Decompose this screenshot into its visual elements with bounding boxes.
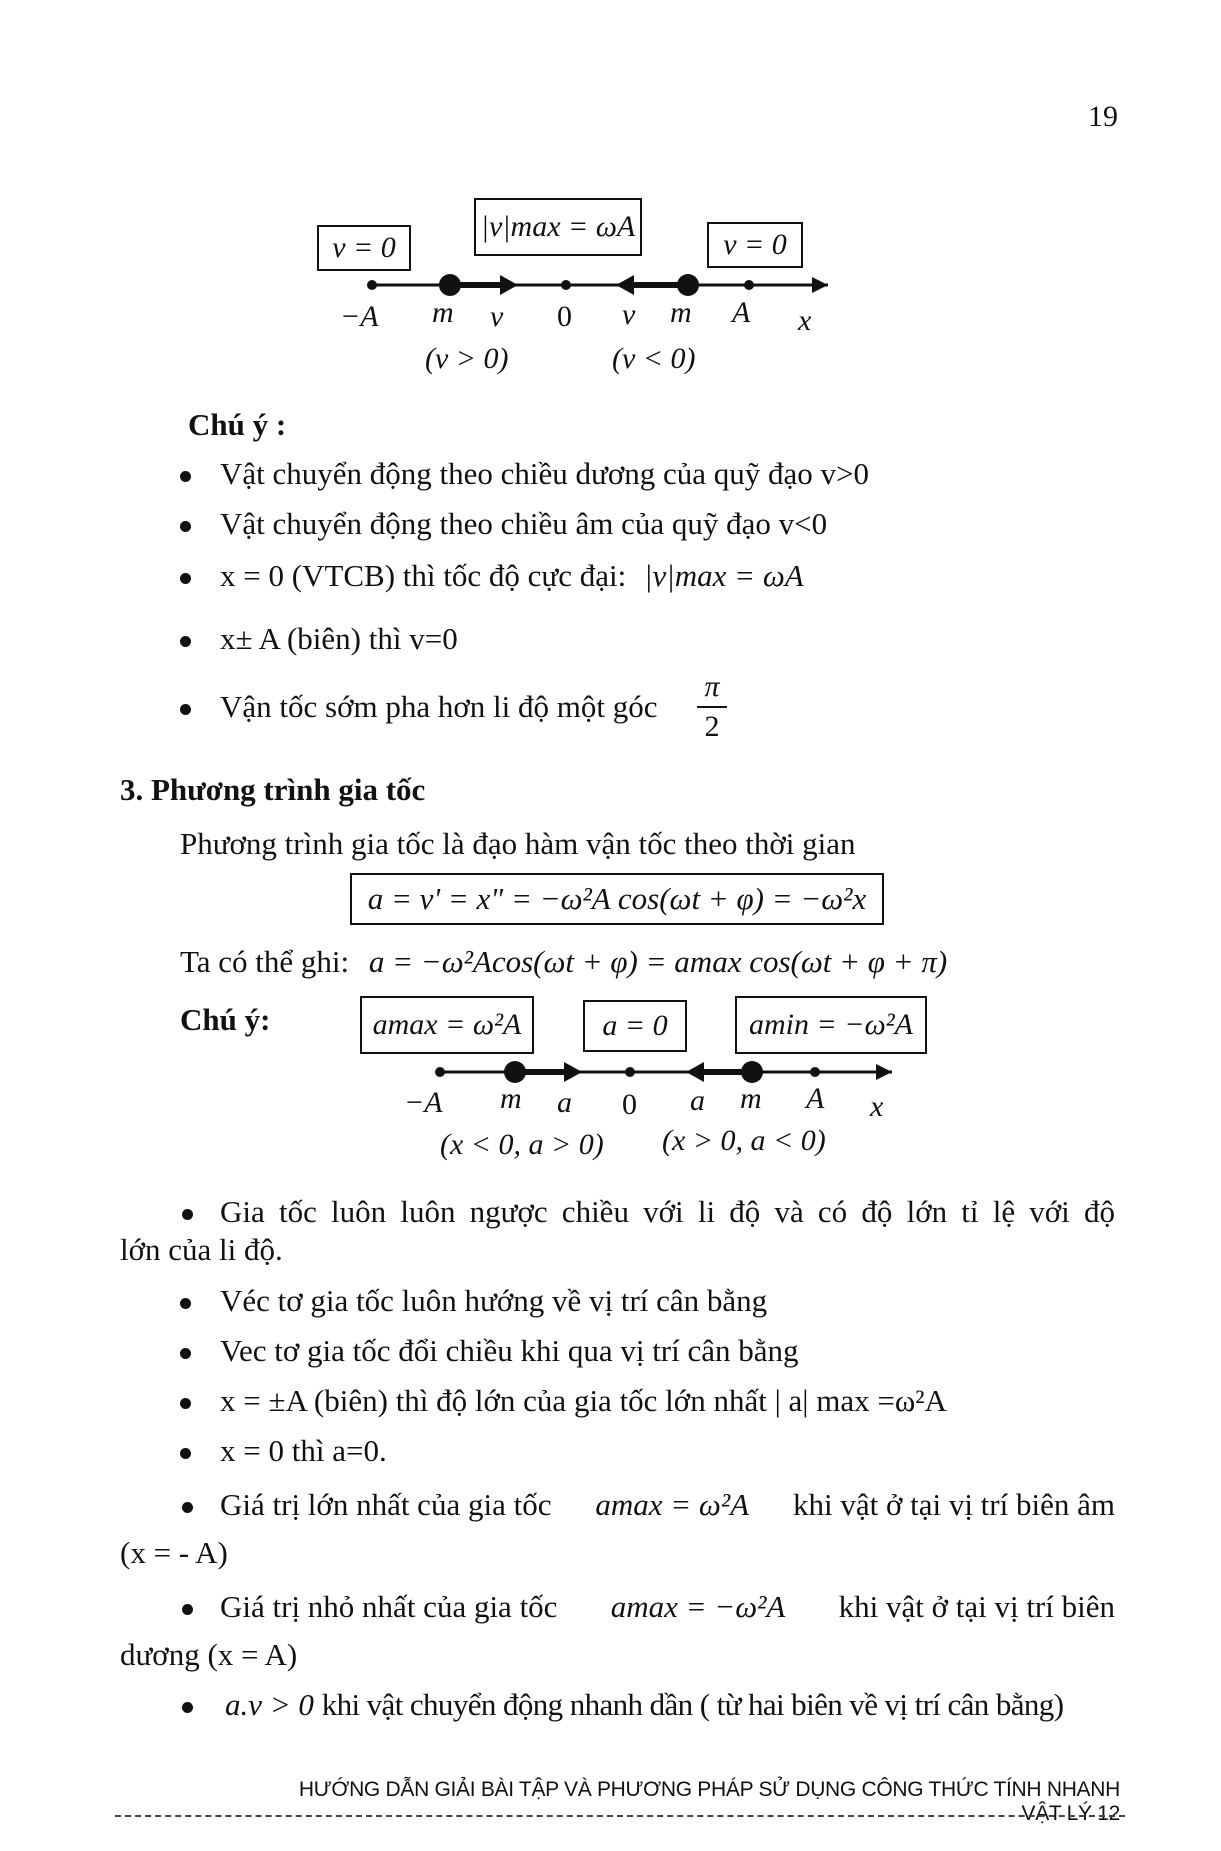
note2-item-2: Véc tơ gia tốc luôn hướng về vị trí cân bằng	[220, 1283, 768, 1318]
note1-item-4: x± A (biên) thì v=0	[220, 621, 458, 656]
bullet	[182, 1702, 193, 1713]
formula-vmax: |v|max = ωA	[643, 558, 804, 593]
label-minus-a: −A	[404, 1086, 443, 1119]
label-v-right: v⃗	[622, 298, 659, 331]
bullet	[180, 521, 191, 532]
note2-item-8: a.v > 0 khi vật chuyển động nhanh dần ( từ hai biên về vị trí cân bằng)	[225, 1687, 1064, 1722]
x-axis-arrowhead	[876, 1064, 892, 1080]
formula-amax: amax = ω²A	[595, 1487, 750, 1522]
cond-x-negative: (x < 0, a > 0)	[440, 1128, 604, 1161]
note2-item-5: x = 0 thì a=0.	[220, 1433, 387, 1468]
bullet	[182, 1209, 193, 1220]
box-vmax: |v|max = ωA	[474, 198, 642, 256]
point-minus-a	[435, 1067, 445, 1077]
note2-item-4: x = ±A (biên) thì độ lớn của gia tốc lớn nhất | a| max =ω²A	[220, 1383, 947, 1418]
note2-label: Chú ý:	[180, 1002, 271, 1037]
note2-item-7-line1: Giá trị nhỏ nhất của gia tốc amax = −ω²A khi vật ở tại vị trí biên	[220, 1587, 1115, 1627]
formula-line: Ta có thể ghi: a = −ω²Acos(ωt + φ) = amax cos(ωt + φ + π)	[180, 944, 948, 979]
page-number: 19	[1088, 100, 1118, 133]
label-a: A	[732, 296, 751, 329]
label-zero: 0	[557, 300, 572, 333]
box-amin: amin = −ω²A	[735, 996, 927, 1054]
note2-item-3: Vec tơ gia tốc đổi chiều khi qua vị trí cân bằng	[220, 1333, 799, 1368]
note1-item-2: Vật chuyển động theo chiều âm của quỹ đạo v<0	[220, 506, 828, 541]
label-a: A	[806, 1082, 825, 1115]
bullet	[180, 1298, 191, 1309]
box-v-zero-left: v = 0	[317, 225, 411, 271]
velocity-arrow-right	[500, 275, 518, 295]
bullet	[182, 1502, 193, 1513]
boxed-acceleration-formula: a = v' = x" = −ω²A cos(ωt + φ) = −ω²x	[350, 873, 884, 925]
bullet	[180, 636, 191, 647]
box-v-zero-right: v = 0	[707, 222, 803, 268]
label-m-right: m	[740, 1082, 762, 1115]
footer-divider	[115, 1815, 1125, 1817]
mass-left	[504, 1061, 526, 1083]
note1-title: Chú ý :	[188, 407, 287, 442]
bullet	[180, 573, 191, 584]
section3-heading: 3. Phương trình gia tốc	[120, 772, 426, 807]
label-x-axis: x	[870, 1090, 884, 1123]
point-origin	[625, 1067, 635, 1077]
label-v-left: v⃗	[490, 300, 527, 333]
velocity-arrow-left	[616, 275, 634, 295]
cond-x-positive: (x > 0, a < 0)	[662, 1124, 826, 1157]
mass-left	[439, 274, 461, 296]
bullet	[182, 1604, 193, 1615]
point-origin	[561, 280, 571, 290]
point-plus-a	[744, 280, 754, 290]
note2-p1-line1: Gia tốc luôn luôn ngược chiều với li độ và có độ lớn tỉ lệ với độ	[220, 1194, 1115, 1229]
x-axis-arrowhead	[812, 277, 828, 293]
note2-item-6-line2: (x = - A)	[120, 1535, 228, 1570]
box-a-zero: a = 0	[583, 1000, 687, 1052]
fraction-pi-over-2: π 2	[697, 670, 727, 744]
cond-v-negative: (v < 0)	[612, 342, 696, 375]
formula-acceleration-alt: a = −ω²Acos(ωt + φ) = amax cos(ωt + φ + π)	[368, 944, 948, 979]
bullet	[180, 471, 191, 482]
label-a-right: a⃗	[690, 1084, 729, 1117]
bullet	[180, 1348, 191, 1359]
label-m-right: m	[670, 296, 692, 329]
section3-intro: Phương trình gia tốc là đạo hàm vận tốc theo thời gian	[180, 826, 856, 861]
label-a-left: a⃗	[557, 1086, 596, 1119]
mass-right	[677, 274, 699, 296]
cond-v-positive: (v > 0)	[425, 342, 509, 375]
bullet	[180, 704, 191, 715]
mass-right	[741, 1061, 763, 1083]
note2-item-6-line1: Giá trị lớn nhất của gia tốc amax = ω²A khi vật ở tại vị trí biên âm	[220, 1485, 1115, 1525]
bullet	[180, 1448, 191, 1459]
note2-p1-line2: lớn của li độ.	[120, 1232, 283, 1267]
point-minus-a	[367, 280, 377, 290]
note1-item-3: x = 0 (VTCB) thì tốc độ cực đại: |v|max = ωA	[220, 558, 804, 593]
bullet	[180, 1398, 191, 1409]
label-zero: 0	[622, 1088, 637, 1121]
formula-av-positive: a.v > 0	[225, 1687, 314, 1722]
label-m-left: m	[500, 1082, 522, 1115]
note1-item-5: Vận tốc sớm pha hơn li độ một góc	[220, 689, 658, 724]
label-minus-a: −A	[340, 300, 379, 333]
formula-amin: amax = −ω²A	[610, 1589, 786, 1624]
note1-item-1: Vật chuyển động theo chiều dương của quỹ đạo v>0	[220, 456, 869, 491]
note2-item-7-line2: dương (x = A)	[120, 1637, 298, 1672]
box-amax: amax = ω²A	[360, 996, 534, 1054]
acceleration-arrow-left	[686, 1062, 704, 1082]
point-plus-a	[810, 1067, 820, 1077]
page-footer: HƯỚNG DẪN GIẢI BÀI TẬP VÀ PHƯƠNG PHÁP SỬ DỤNG CÔNG THỨC TÍNH NHANH VẬT LÝ 12	[298, 1778, 1120, 1825]
label-m-left: m	[432, 296, 454, 329]
acceleration-arrow-right	[564, 1062, 582, 1082]
label-x-axis: x	[798, 304, 812, 337]
